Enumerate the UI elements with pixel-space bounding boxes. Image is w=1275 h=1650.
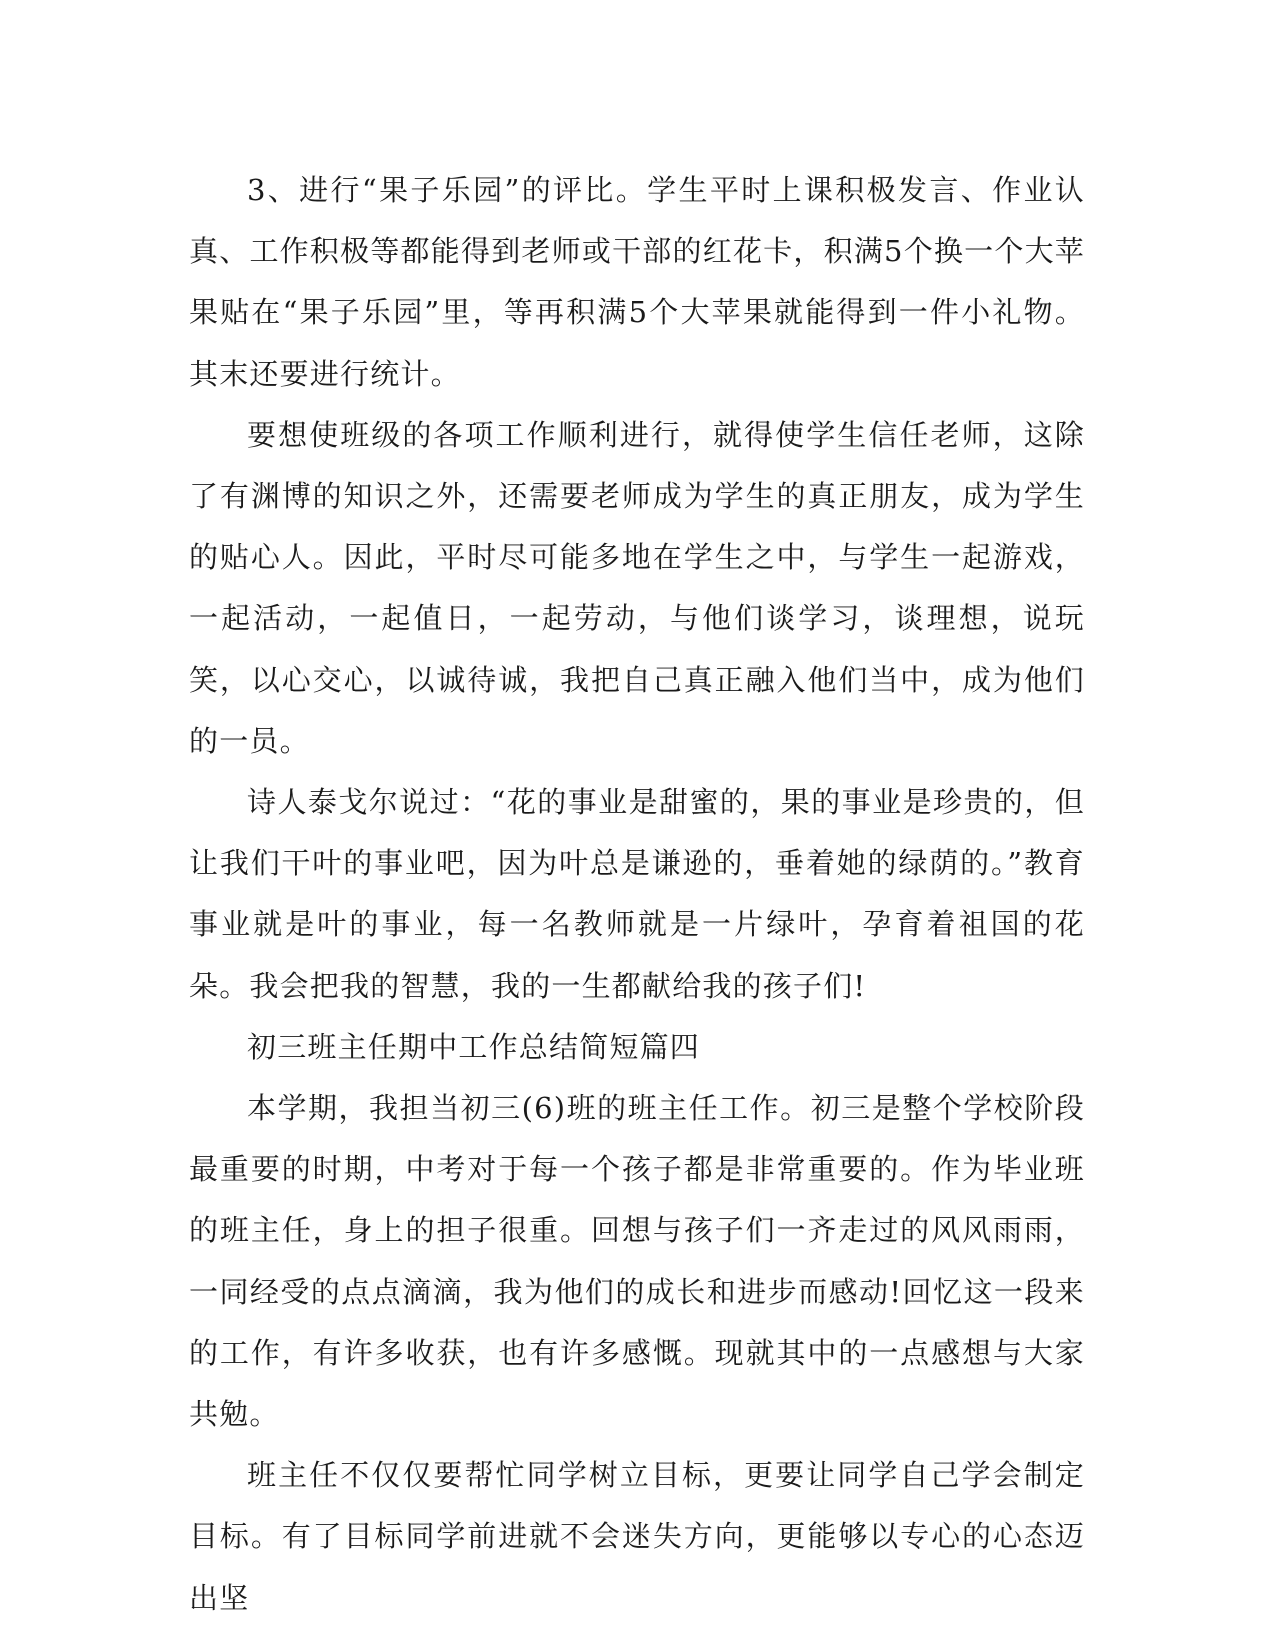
section-heading: 初三班主任期中工作总结简短篇四	[247, 1029, 701, 1064]
paragraph-tagore-quote: 诗人泰戈尔说过：“花的事业是甜蜜的，果的事业是珍贵的，但让我们干叶的事业吧，因为叶总是谦逊的，垂着她的绿荫的。”教育事业就是叶的事业，每一名教师就是一片绿叶，孕育着祖国的花朵。我会把我的智慧，我的一生都献给我的孩子们!	[189, 785, 1085, 1003]
paragraph-set-goals: 班主任不仅仅要帮忙同学树立目标，更要让同学自己学会制定目标。有了目标同学前进就不会迷失方向，更能够以专心的心态迈出坚	[189, 1458, 1085, 1615]
paragraph-semester-intro: 本学期，我担当初三(6)班的班主任工作。初三是整个学校阶段最重要的时期，中考对于每一个孩子都是非常重要的。作为毕业班的班主任，身上的担子很重。回想与孩子们一齐走过的风风雨雨，一同经受的点点滴滴，我为他们的成长和进步而感动!回忆这一段来的工作，有许多收获，也有许多感慨。现就其中的一点感想与大家共勉。	[189, 1091, 1085, 1432]
paragraph-fruit-garden: 3、进行“果子乐园”的评比。学生平时上课积极发言、作业认真、工作积极等都能得到老师或干部的红花卡，积满5个换一个大苹果贴在“果子乐园”里，等再积满5个大苹果就能得到一件小礼物。其末还要进行统计。	[189, 173, 1085, 391]
document-body	[189, 160, 1085, 1629]
paragraph-trust-teacher: 要想使班级的各项工作顺利进行，就得使学生信任老师，这除了有渊博的知识之外，还需要老师成为学生的真正朋友，成为学生的贴心人。因此，平时尽可能多地在学生之中，与学生一起游戏，一起活动，一起值日，一起劳动，与他们谈学习，谈理想，说玩笑，以心交心，以诚待诚，我把自己真正融入他们当中，成为他们的一员。	[189, 417, 1085, 758]
